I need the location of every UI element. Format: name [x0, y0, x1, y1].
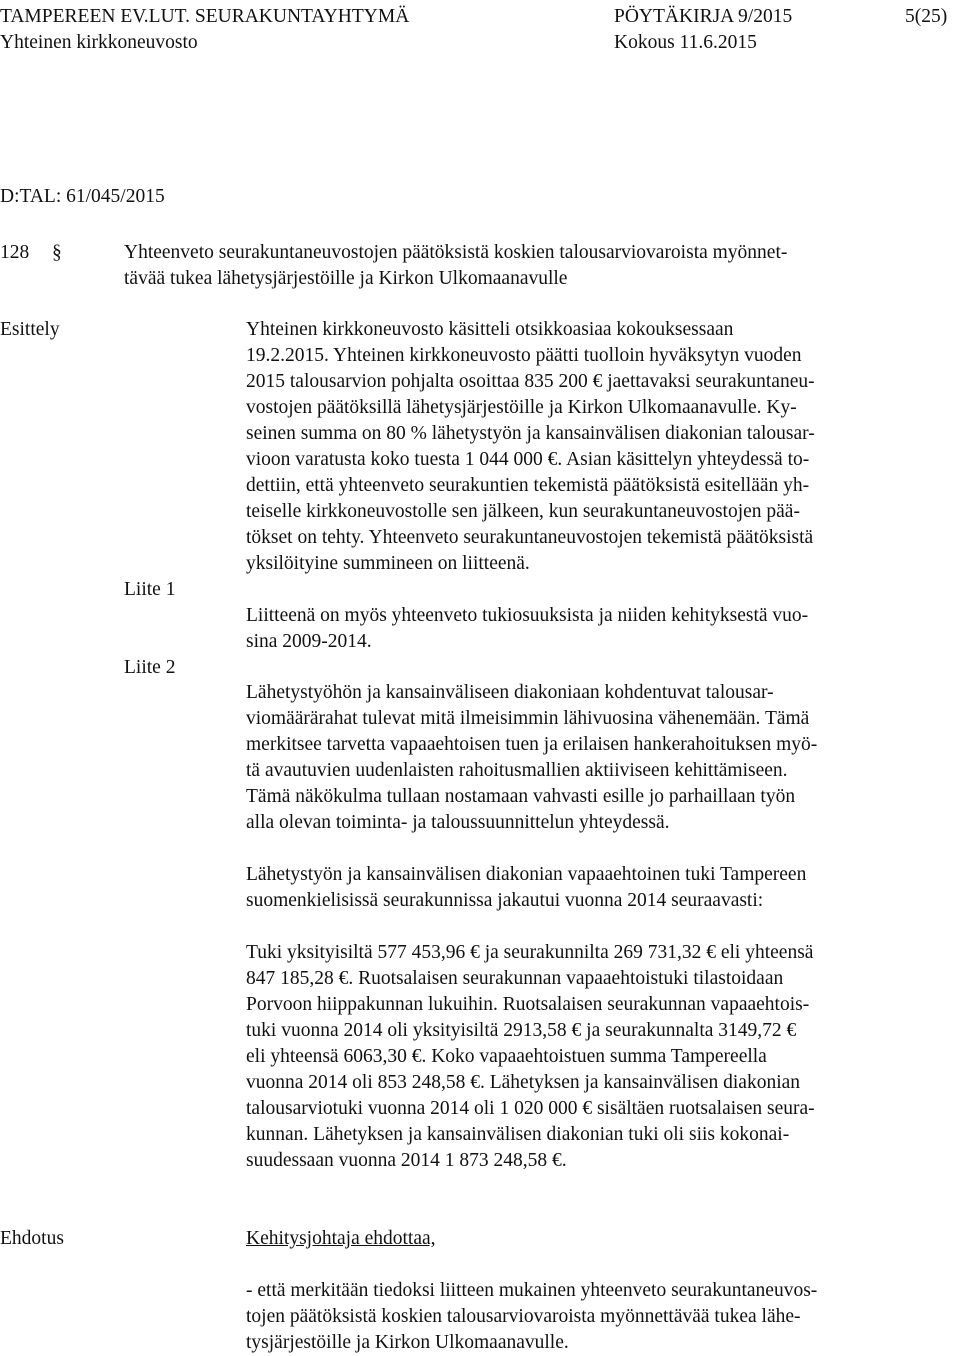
text-line: Lähetystyöhön ja kansainväliseen diakoniaan kohdentuvat talousar-: [246, 682, 774, 703]
text-line: teiselle kirkkoneuvostolle sen jälkeen, kun seurakuntaneuvostojen pää-: [246, 501, 800, 522]
header-body-name: Yhteinen kirkkoneuvosto: [0, 32, 198, 53]
text-line: 2015 talousarvion pohjalta osoittaa 835 200 € jaettavaksi seurakuntaneu-: [246, 371, 815, 392]
text-line: seinen summa on 80 % lähetystyön ja kansainvälisen diakonian talousar-: [246, 423, 815, 444]
text-line: Tämä näkökulma tullaan nostamaan vahvasti esille jo parhaillaan työn: [246, 786, 796, 807]
header-document-type: PÖYTÄKIRJA 9/2015: [614, 6, 793, 27]
text-line: suudessaan vuonna 2014 1 873 248,58 €.: [246, 1150, 567, 1171]
label-liite-2: Liite 2: [124, 657, 176, 678]
header-page-number: 5(25): [905, 6, 948, 27]
header-meeting-date: Kokous 11.6.2015: [614, 32, 757, 53]
proposal-heading: Kehitysjohtaja ehdottaa,: [246, 1228, 436, 1249]
section-title-line: Yhteenveto seurakuntaneuvostojen päätöksistä koskien talousarviovaroista myönnet-: [124, 242, 788, 263]
text-line: - että merkitään tiedoksi liitteen mukainen yhteenveto seurakuntaneuvos-: [246, 1280, 818, 1301]
text-line: sina 2009-2014.: [246, 631, 372, 652]
text-line: Porvoon hiippakunnan lukuihin. Ruotsalaisen seurakunnan vapaaehtois-: [246, 994, 810, 1015]
text-line: talousarviotuki vuonna 2014 oli 1 020 000 € sisältäen ruotsalaisen seura-: [246, 1098, 815, 1119]
text-line: vioon varatusta koko tuesta 1 044 000 €. Asian käsittelyn yhteydessä to-: [246, 449, 810, 470]
text-line: tojen päätöksistä koskien talousarviovaroista myönnettävää tukea lähe-: [246, 1306, 801, 1327]
text-line: dettiin, että yhteenveto seurakuntien tekemistä päätöksistä esitellään yh-: [246, 475, 810, 496]
text-line: tuki vuonna 2014 oli yksityisiltä 2913,58 € ja seurakunnalta 3149,72 €: [246, 1020, 797, 1041]
text-line: Tuki yksityisiltä 577 453,96 € ja seurakunnilta 269 731,32 € eli yhteensä: [246, 942, 814, 963]
text-line: Yhteinen kirkkoneuvosto käsitteli otsikkoasiaa kokouksessaan: [246, 319, 734, 340]
text-line: eli yhteensä 6063,30 €. Koko vapaaehtoistuen summa Tampereella: [246, 1046, 767, 1067]
text-line: 19.2.2015. Yhteinen kirkkoneuvosto päätti tuolloin hyväksytyn vuoden: [246, 345, 802, 366]
text-line: tä avautuvien uudenlaisten rahoitusmallien aktiiviseen kehittämiseen.: [246, 760, 788, 781]
header-organization: TAMPEREEN EV.LUT. SEURAKUNTAYHTYMÄ: [0, 6, 410, 27]
text-line: Liitteenä on myös yhteenveto tukiosuuksista ja niiden kehityksestä vuo-: [246, 605, 809, 626]
text-line: yksilöityine summineen on liitteenä.: [246, 553, 530, 574]
text-line: tysjärjestöille ja Kirkon Ulkomaanavulle.: [246, 1332, 569, 1353]
text-line: vuonna 2014 oli 853 248,58 €. Lähetyksen ja kansainvälisen diakonian: [246, 1072, 801, 1093]
section-number: 128: [0, 242, 30, 263]
text-line: suomenkielisissä seurakunnissa jakautui vuonna 2014 seuraavasti:: [246, 890, 764, 911]
text-line: merkitsee tarvetta vapaaehtoisen tuen ja erilaisen hankerahoituksen myö-: [246, 734, 818, 755]
text-line: tökset on tehty. Yhteenveto seurakuntaneuvostojen tekemistä päätöksistä: [246, 527, 814, 548]
label-ehdotus: Ehdotus: [0, 1228, 64, 1249]
section-symbol: §: [52, 242, 62, 263]
record-id: D:TAL: 61/045/2015: [0, 186, 165, 207]
text-line: 847 185,28 €. Ruotsalaisen seurakunnan vapaaehtoistuki tilastoidaan: [246, 968, 784, 989]
section-title-line: tävää tukea lähetysjärjestöille ja Kirkon Ulkomaanavulle: [124, 268, 568, 289]
text-line: alla olevan toiminta- ja taloussuunnittelun yhteydessä.: [246, 812, 670, 833]
text-line: viomäärärahat tulevat mitä ilmeisimmin lähivuosina vähenemään. Tämä: [246, 708, 810, 729]
text-line: Lähetystyön ja kansainvälisen diakonian vapaaehtoinen tuki Tampereen: [246, 864, 807, 885]
text-line: vostojen päätöksillä lähetysjärjestöille ja Kirkon Ulkomaanavulle. Ky-: [246, 397, 797, 418]
label-liite-1: Liite 1: [124, 579, 176, 600]
label-esittely: Esittely: [0, 319, 60, 340]
text-line: kunnan. Lähetyksen ja kansainvälisen diakonian tuki oli siis kokonai-: [246, 1124, 790, 1145]
